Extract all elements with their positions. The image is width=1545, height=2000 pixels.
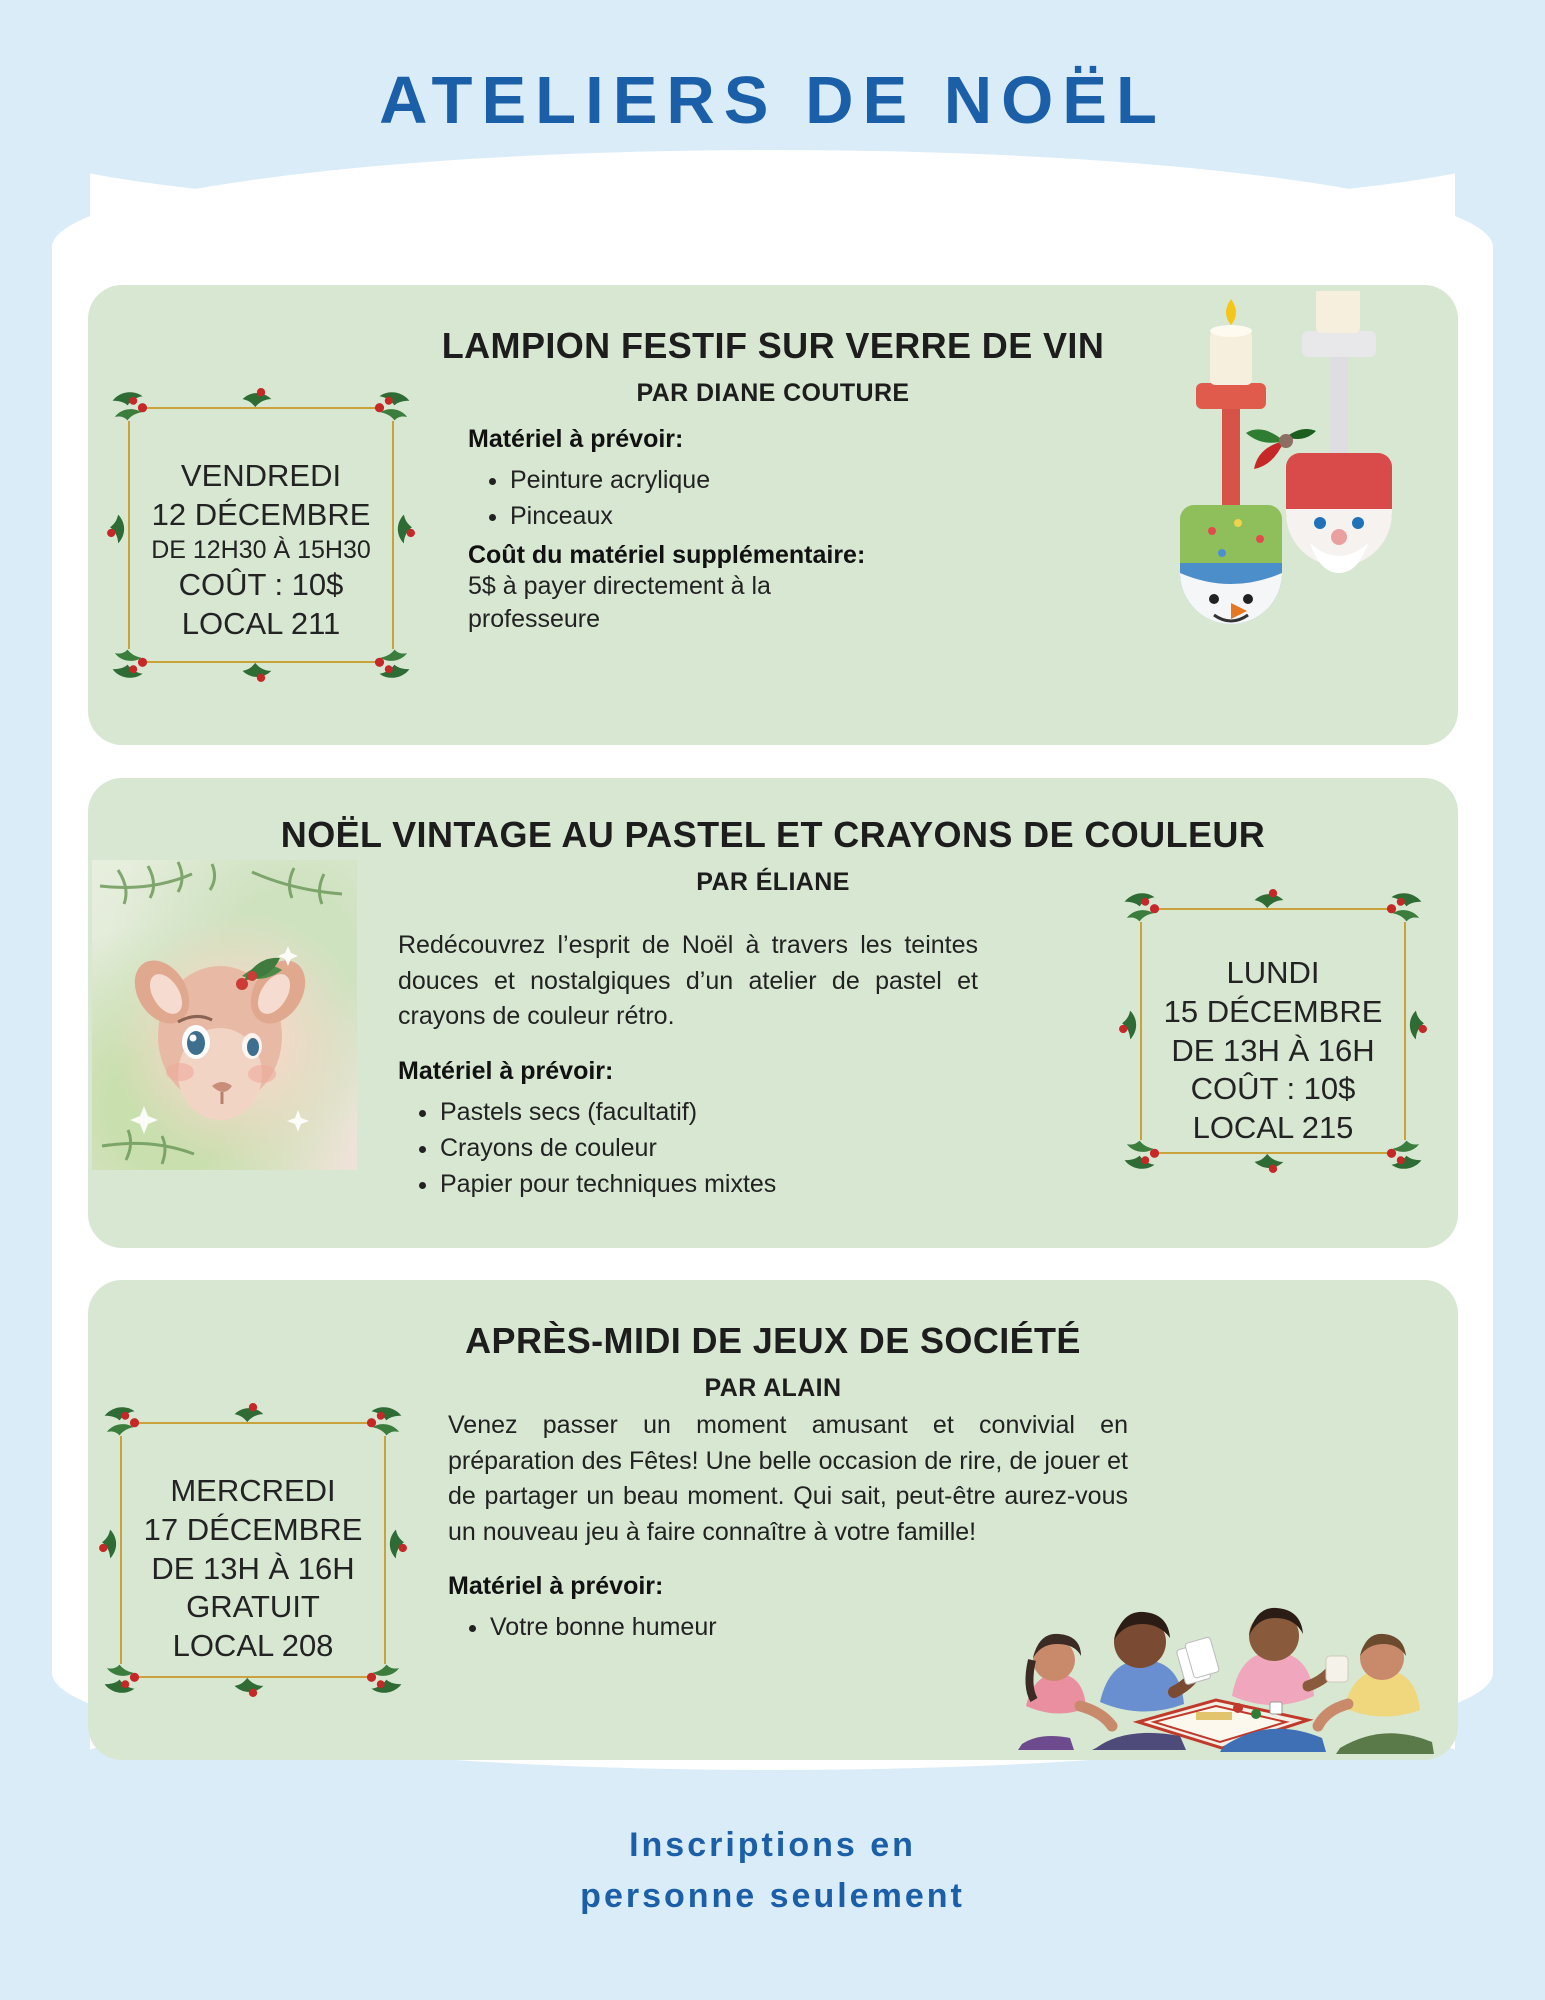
- holly-icon: [238, 383, 284, 429]
- workshop-day: MERCREDI: [170, 1473, 336, 1508]
- workshop-info-frame: [106, 385, 416, 685]
- extra-cost-label: Coût du matériel supplémentaire:: [468, 540, 866, 569]
- people-playing-board-game-icon: [988, 1510, 1448, 1760]
- vintage-deer-illustration: [92, 860, 357, 1170]
- material-label: Matériel à prévoir:: [468, 425, 684, 453]
- workshop-time: DE 13H À 16H: [151, 1550, 355, 1586]
- registration-note-line2: personne seulement: [580, 1877, 965, 1915]
- workshop-title: APRÈS-MIDI DE JEUX DE SOCIÉTÉ: [465, 1320, 1081, 1361]
- extra-cost-text: 5$ à payer directement à la professeure: [468, 571, 771, 634]
- workshop-presenter: PAR ÉLIANE: [696, 868, 850, 896]
- workshop-description: Redécouvrez l’esprit de Noël à travers les teintes douces et nostalgiques d’un atelier de pastel et crayons de couleur rétro.: [398, 931, 978, 1030]
- workshop-date: 15 DÉCEMBRE: [1163, 993, 1383, 1029]
- holly-icon: [230, 1398, 276, 1444]
- holly-icon: [368, 387, 414, 433]
- wine-glass-lanterns-icon: [1134, 291, 1444, 711]
- workshop-title: NOËL VINTAGE AU PASTEL ET CRAYONS DE COULEUR: [280, 814, 1266, 855]
- workshop-day: VENDREDI: [180, 458, 342, 493]
- page-title: ATELIERS DE NOËL: [379, 63, 1166, 138]
- workshop-cost: GRATUIT: [186, 1589, 320, 1625]
- workshop-cost: COÛT : 10$: [178, 566, 344, 602]
- list-item: • Votre bonne humeur: [490, 1609, 1128, 1645]
- workshop-date: 12 DÉCEMBRE: [151, 496, 371, 532]
- material-list: [468, 462, 988, 535]
- list-item: • Pastels secs (facultatif): [440, 1094, 978, 1130]
- workshop-details: [398, 928, 978, 1202]
- holly-icon: [100, 1402, 146, 1448]
- workshop-day: LUNDI: [1226, 955, 1320, 990]
- workshop-card-jeux: [88, 1280, 1458, 1760]
- holly-icon: [108, 387, 154, 433]
- workshop-time: DE 13H À 16H: [1171, 1032, 1375, 1068]
- workshop-time: DE 12H30 À 15H30: [151, 535, 371, 564]
- workshop-room: LOCAL 215: [1192, 1110, 1354, 1145]
- workshop-description: Venez passer un moment amusant et convivial en préparation des Fêtes! Une belle occasion de rire, de jouer et de partager un beau moment. Qui sait, peut-être aurez-vous un nouveau jeu à faire connaître à votre famille!: [448, 1411, 1128, 1546]
- list-item: • Crayons de couleur: [440, 1130, 978, 1166]
- workshop-date: 17 DÉCEMBRE: [143, 1511, 363, 1547]
- holly-icon: [1250, 884, 1296, 930]
- material-label: Matériel à prévoir:: [398, 1056, 614, 1085]
- workshop-cost: COÛT : 10$: [1190, 1071, 1356, 1107]
- material-list: [398, 1094, 978, 1203]
- workshop-card-lampion: [88, 285, 1458, 745]
- workshop-room: LOCAL 208: [172, 1628, 334, 1663]
- vintage-deer-image: [92, 860, 357, 1170]
- list-item: • Pinceaux: [510, 498, 988, 534]
- workshop-room: LOCAL 211: [181, 605, 341, 641]
- list-item: • Peinture acrylique: [510, 462, 988, 498]
- holly-icon: [360, 1402, 406, 1448]
- extra-cost-label-text: Coût du matériel supplémentaire: [468, 540, 857, 569]
- list-item: • Papier pour techniques mixtes: [440, 1166, 978, 1202]
- workshop-title: LAMPION FESTIF SUR VERRE DE VIN: [441, 325, 1105, 366]
- workshop-presenter: PAR ALAIN: [704, 1374, 842, 1402]
- registration-note-line1: Inscriptions en: [629, 1826, 916, 1864]
- material-label: Matériel à prévoir:: [448, 1572, 664, 1600]
- registration-note: [0, 1820, 1545, 1922]
- workshop-info-frame: [1118, 886, 1428, 1176]
- workshop-presenter: PAR DIANE COUTURE: [636, 379, 910, 407]
- workshop-details: [468, 425, 988, 637]
- workshop-info-frame: [98, 1400, 408, 1700]
